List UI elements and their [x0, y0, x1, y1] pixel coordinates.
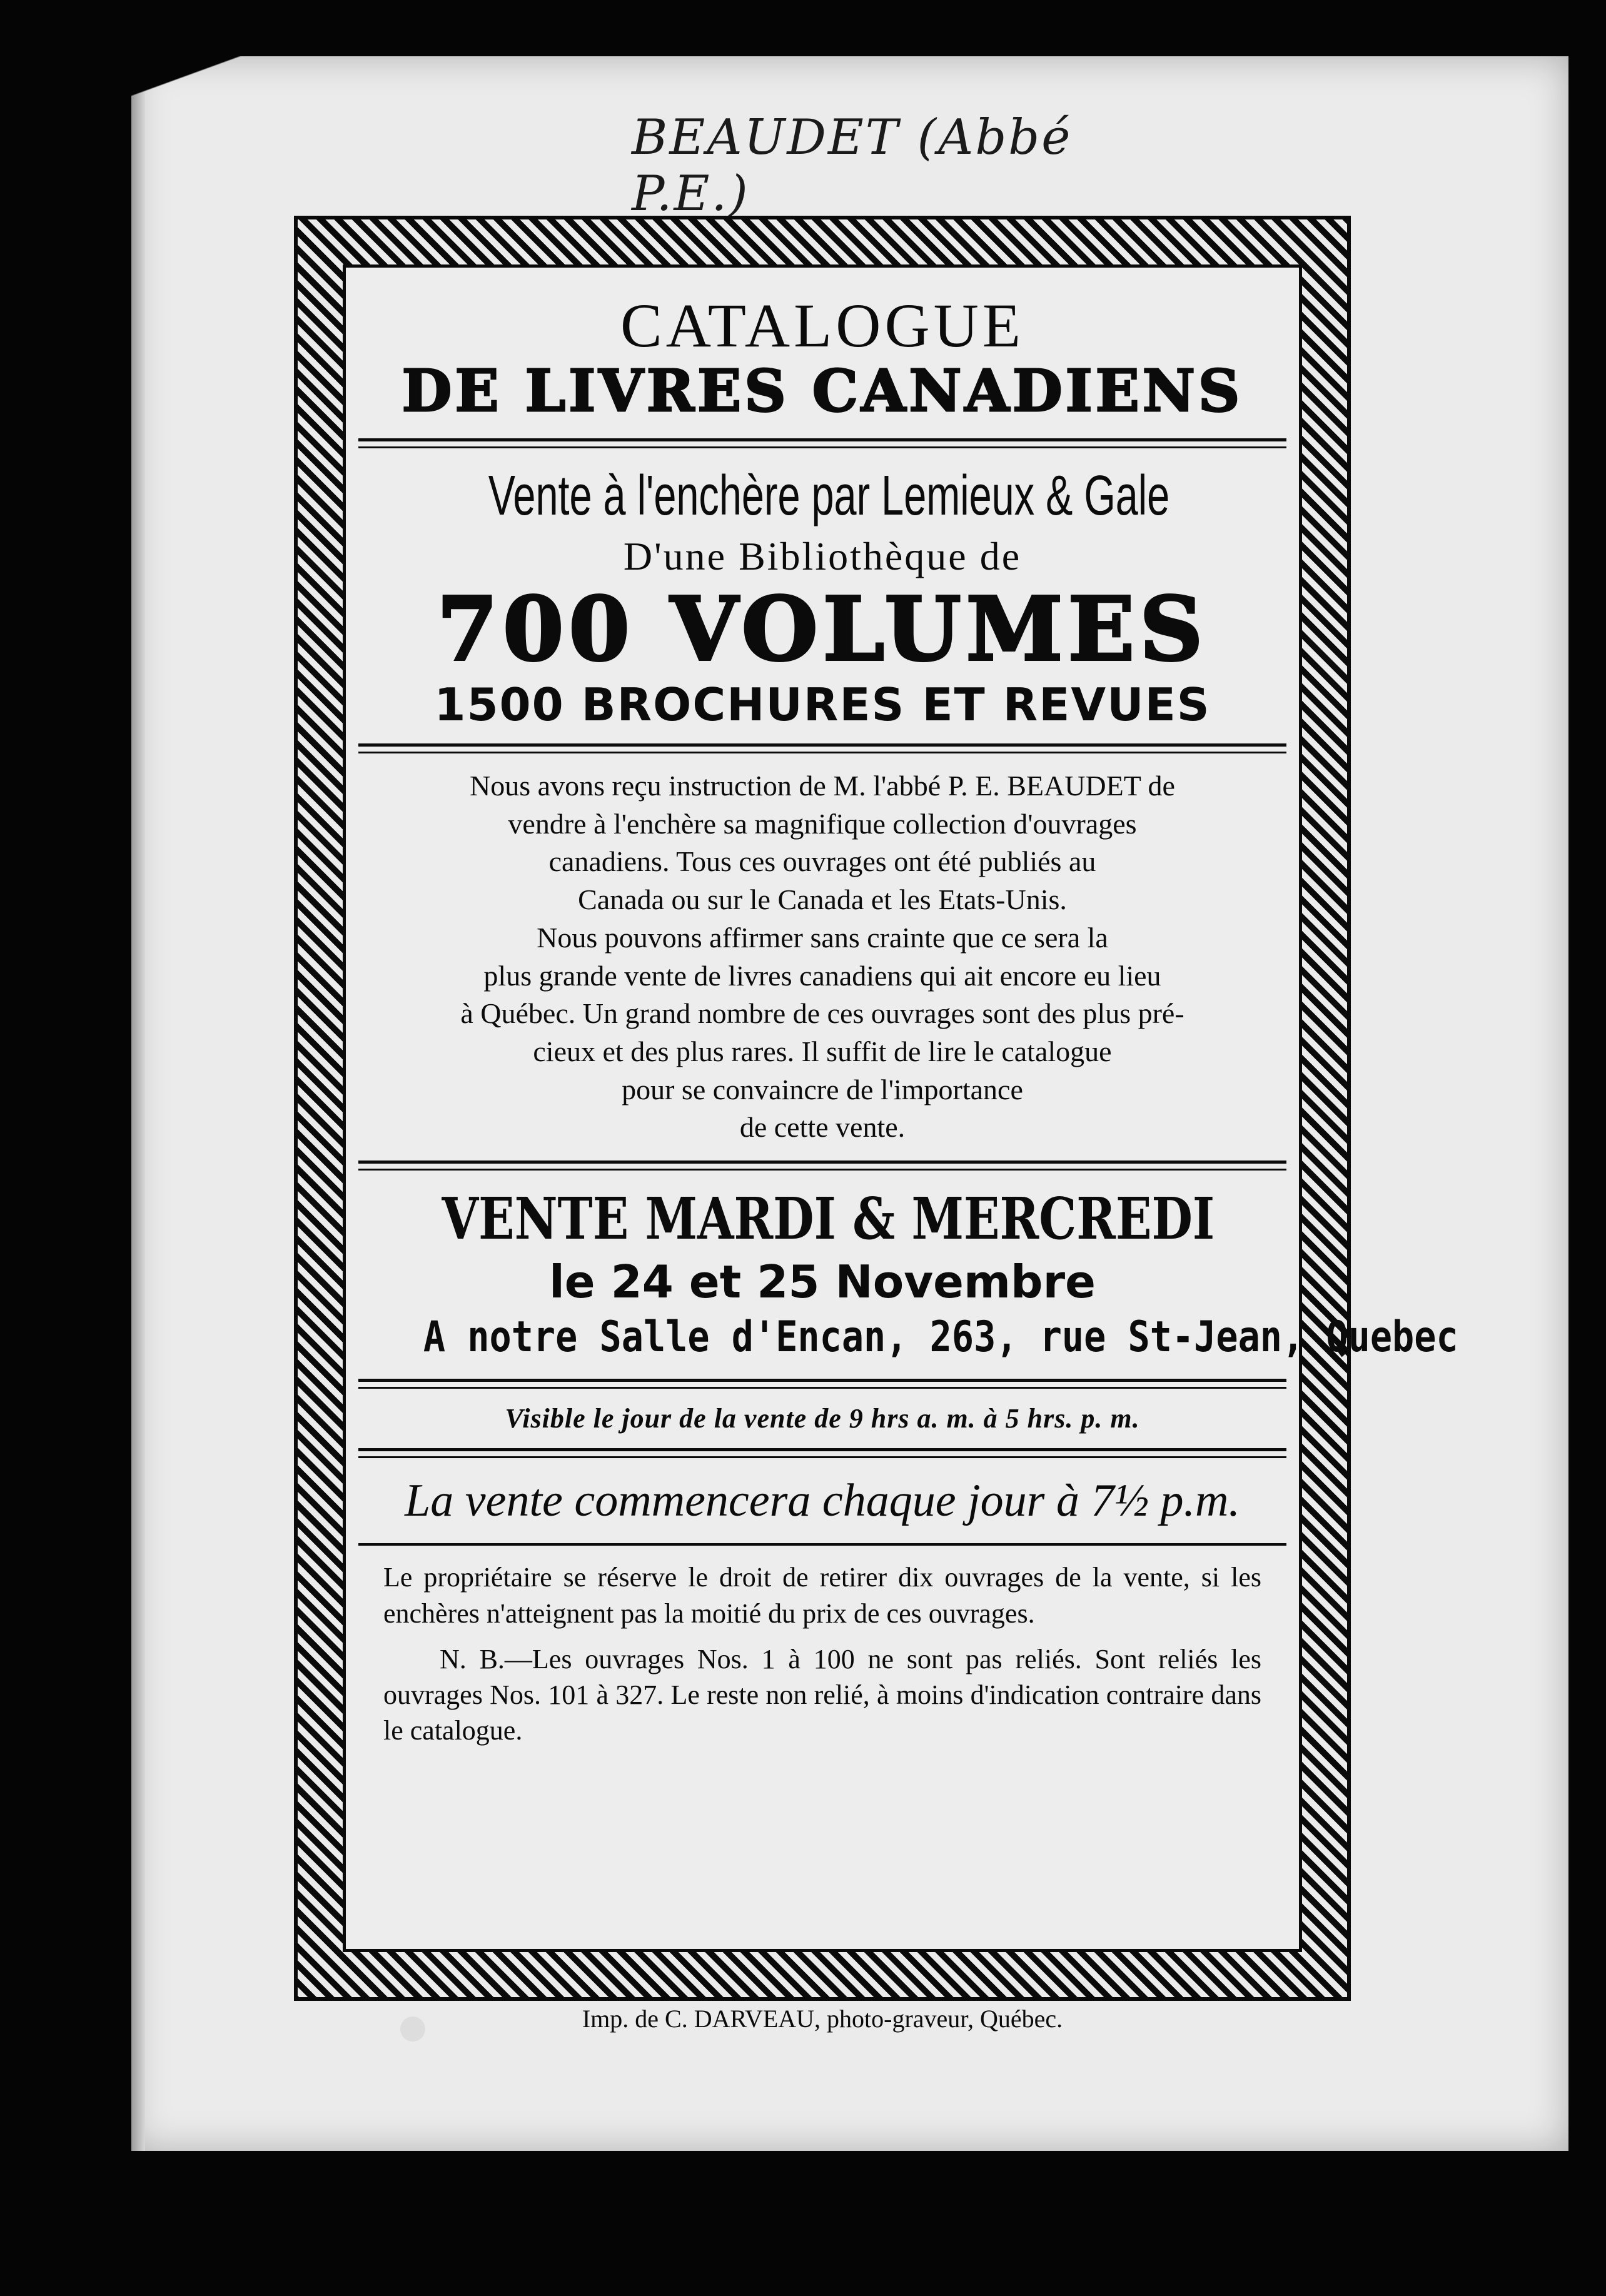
- volumes-count: 700 VOLUMES: [437, 578, 1208, 681]
- viewing-hours: Visible le jour de la vente de 9 hrs a. m. à 5 hrs. p. m.: [505, 1402, 1140, 1434]
- divider-rule: [358, 1161, 1286, 1171]
- paragraph-line: plus grande vente de livres canadiens qui ait encore eu lieu: [483, 959, 1161, 992]
- paragraph-line: canadiens. Tous ces ouvrages ont été publiés au: [548, 845, 1096, 878]
- paragraph-line: vendre à l'enchère sa magnifique collection d'ouvrages: [508, 807, 1137, 840]
- binding-note: N. B.—Les ouvrages Nos. 1 à 100 ne sont pas reliés. Sont reliés les ouvrages Nos. 101 à 327. Le reste non relié, à moins d'indication contraire dans le catalogue.: [383, 1643, 1261, 1746]
- sale-dates: le 24 et 25 Novembre: [549, 1255, 1096, 1308]
- paper-spine-edge: [131, 56, 145, 2151]
- divider-rule: [358, 1379, 1286, 1389]
- paragraph-line: pour se convaincre de l'importance: [622, 1073, 1023, 1105]
- paragraph-line: Nous pouvons affirmer sans crainte que ce sera la: [537, 921, 1108, 954]
- divider-rule: [358, 438, 1286, 448]
- handwritten-annotation: BEAUDET (Abbé P.E.): [632, 109, 1073, 222]
- sale-days-heading: VENTE MARDI & MERCREDI: [442, 1185, 1215, 1253]
- start-time: La vente commencera chaque jour à 7½ p.m.: [405, 1474, 1240, 1526]
- poster-content: [343, 264, 1458, 1952]
- sale-location: A notre Salle d'Encan, 263, rue St-Jean, Quebec: [423, 1312, 1458, 1362]
- divider-rule: [358, 1448, 1286, 1458]
- catalogue-subtitle: DE LIVRES CANADIENS: [402, 357, 1243, 425]
- paragraph-line: cieux et des plus rares. Il suffit de lire le catalogue: [533, 1035, 1112, 1068]
- brochures-count: 1500 BROCHURES ET REVUES: [434, 678, 1211, 731]
- paragraph-line: à Québec. Un grand nombre de ces ouvrages sont des plus pré-: [460, 997, 1184, 1030]
- owner-reservation-note: Le propriétaire se réserve le droit de retirer dix ouvrages de la vente, si les enchères n'atteignent pas la moitié du prix de ces ouvrages.: [383, 1562, 1261, 1629]
- printer-imprint: Imp. de C. DARVEAU, photo-graveur, Québec.: [582, 2005, 1063, 2033]
- paragraph-line: Canada ou sur le Canada et les Etats-Unis.: [578, 884, 1067, 916]
- auction-heading: Vente à l'enchère par Lemieux & Gale: [488, 464, 1170, 527]
- library-line: D'une Bibliothèque de: [623, 533, 1022, 578]
- paragraph-line: de cette vente.: [739, 1111, 906, 1144]
- description-paragraph: [402, 767, 1243, 1147]
- paragraph-line: Nous avons reçu instruction de M. l'abbé P. E. BEAUDET de: [470, 769, 1175, 802]
- divider-rule: [358, 1543, 1286, 1546]
- torn-corner: [131, 56, 281, 131]
- catalogue-title: CATALOGUE: [620, 291, 1024, 360]
- divider-rule: [358, 743, 1286, 753]
